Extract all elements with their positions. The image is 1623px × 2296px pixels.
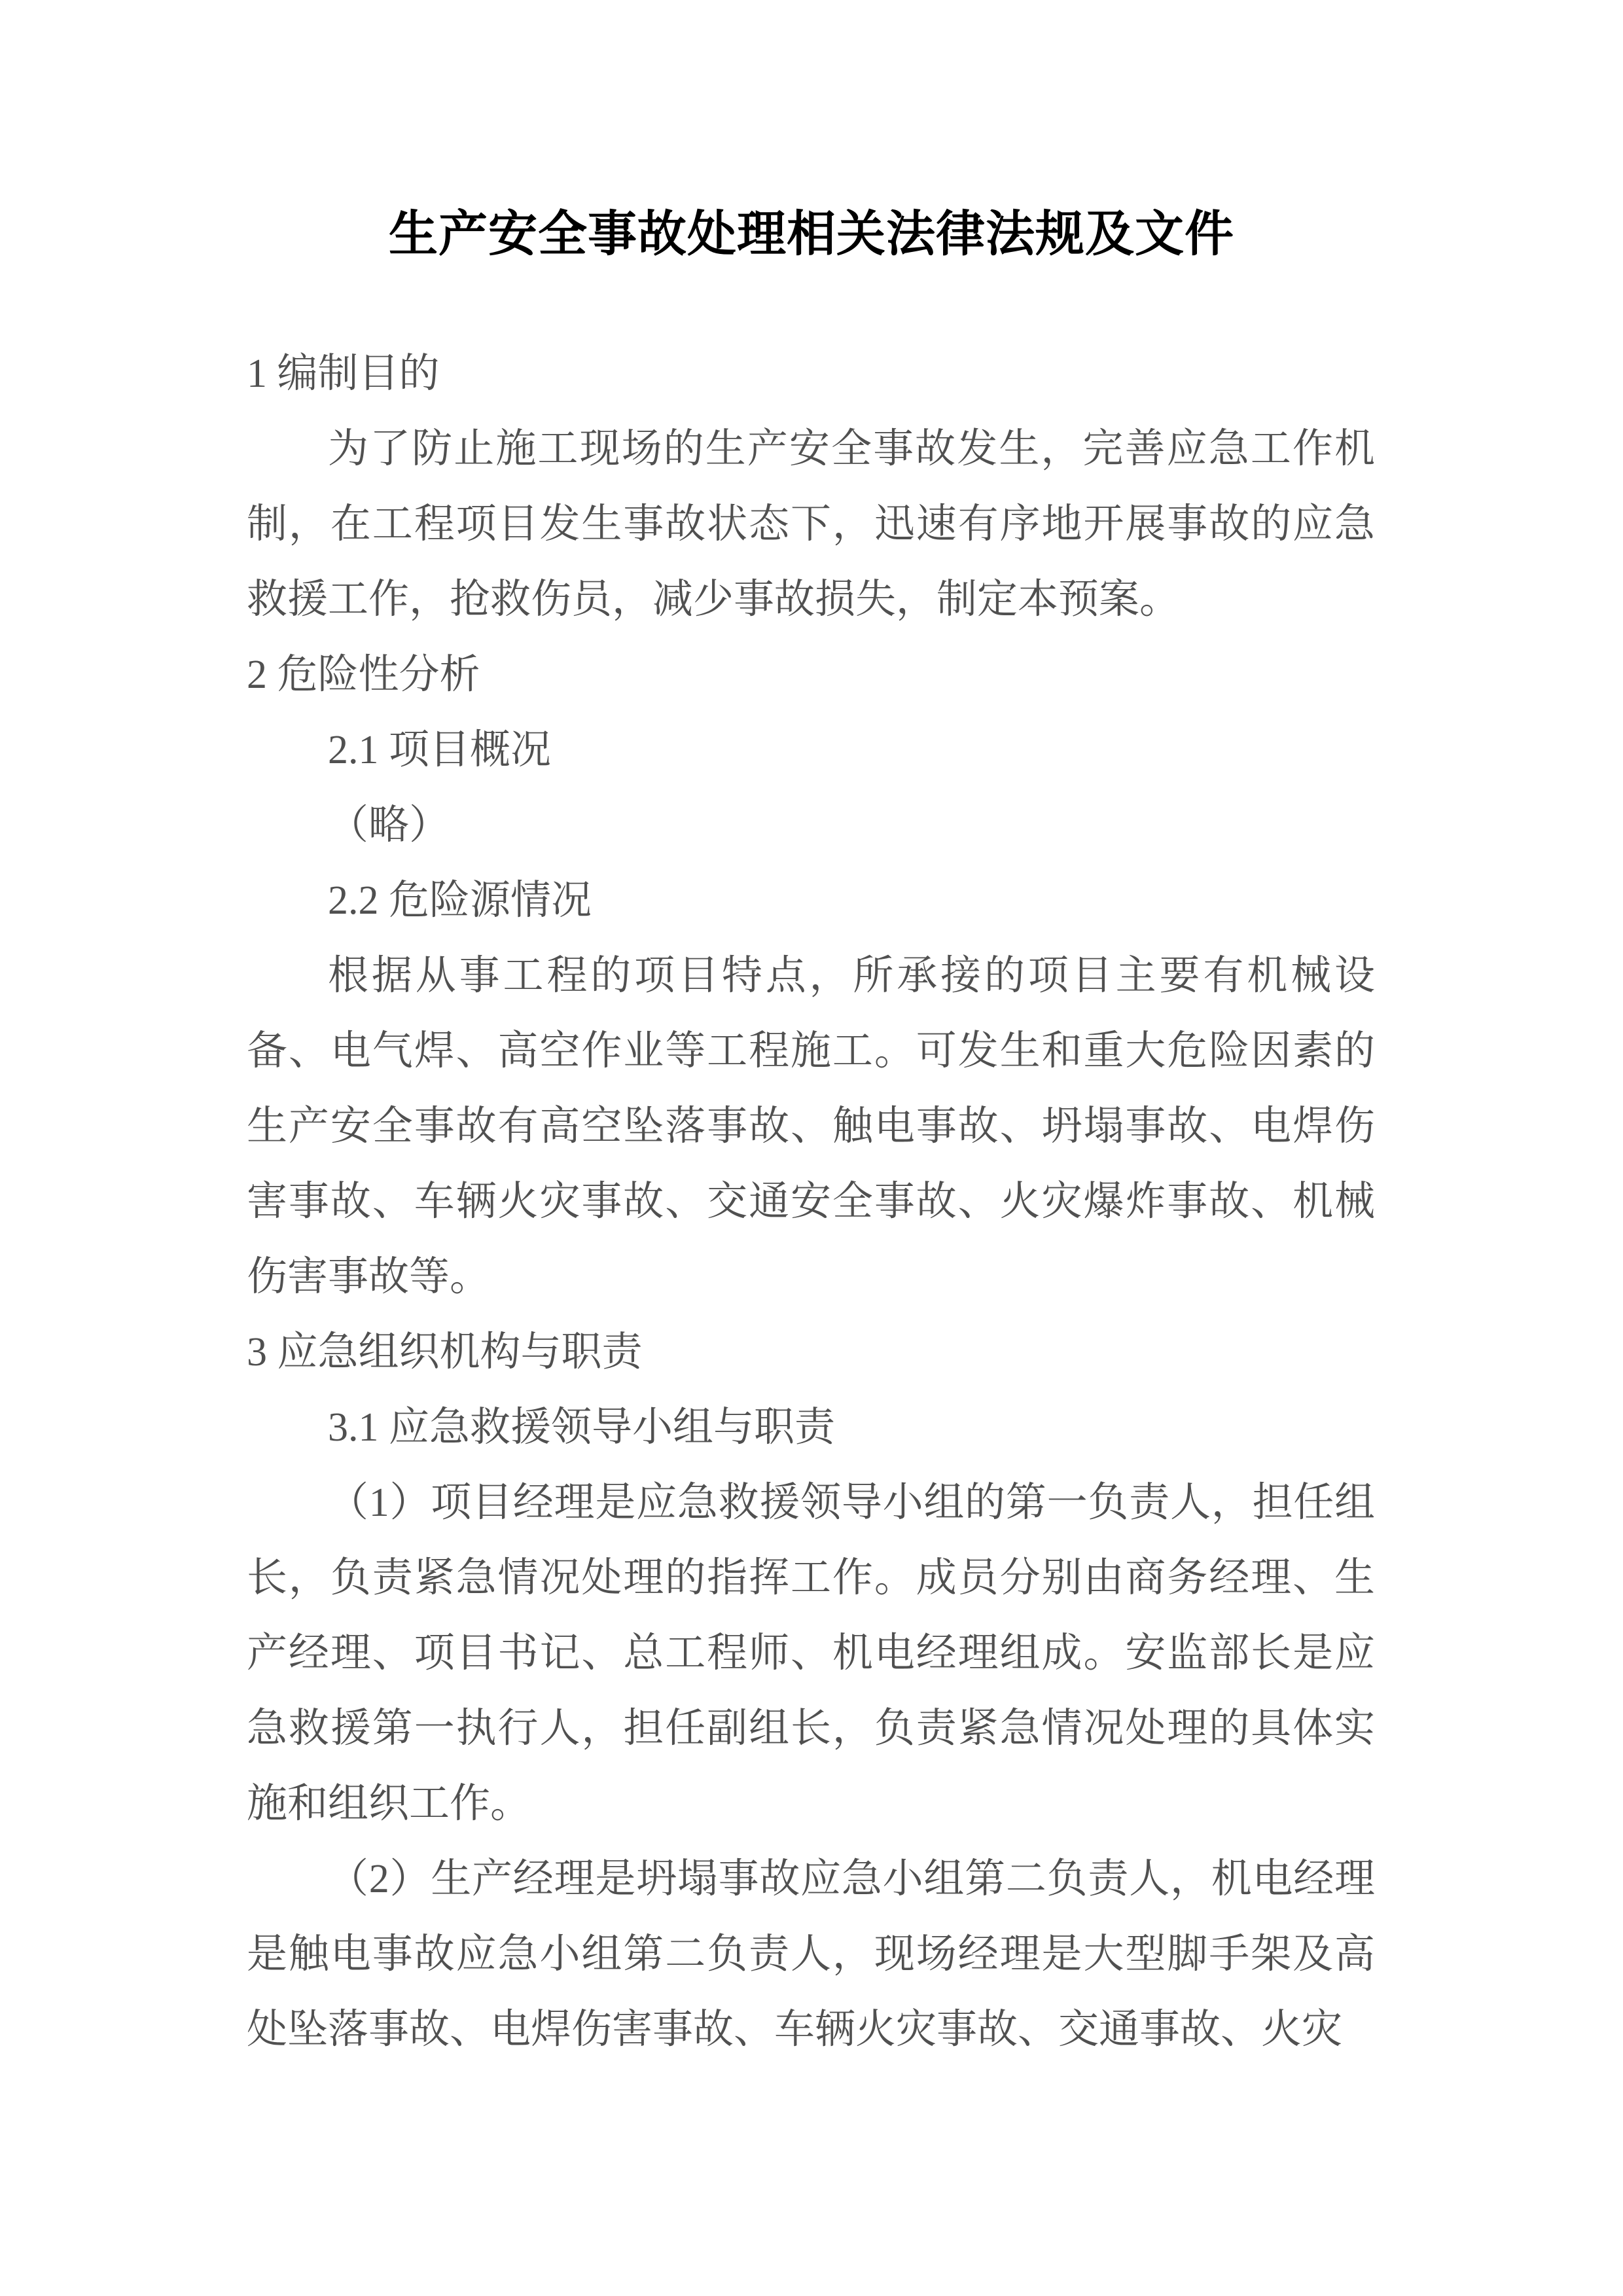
paragraph: 为了防止施工现场的生产安全事故发生，完善应急工作机制，在工程项目发生事故状态下，迅速有序地开展事故的应急救援工作，抢救伤员，减少事故损失，制定本预案。 <box>247 427 1375 622</box>
section-heading2: 3.1 应急救援领导小组与职责 <box>328 1405 836 1450</box>
section-heading1: 3 应急组织机构与职责 <box>247 1330 643 1374</box>
document-title: 生产安全事故处理相关法律法规及文件 <box>388 207 1234 262</box>
paragraph: （2）生产经理是坍塌事故应急小组第二负责人，机电经理是触电事故应急小组第二负责人，现场经理是大型脚手架及高处坠落事故、电焊伤害事故、车辆火灾事故、交通事故、火灾 <box>247 1857 1375 2052</box>
section-heading2: 2.2 危险源情况 <box>328 878 592 923</box>
section-heading1: 2 危险性分析 <box>247 653 480 697</box>
section-heading1: 1 编制目的 <box>247 351 440 396</box>
paragraph: 根据从事工程的项目特点，所承接的项目主要有机械设备、电气焊、高空作业等工程施工。可发生和重大危险因素的生产安全事故有高空坠落事故、触电事故、坍塌事故、电焊伤害事故、车辆火灾事故、交通安全事故、火灾爆炸事故、机械伤害事故等。 <box>247 954 1375 1299</box>
document-body <box>247 336 1375 2068</box>
section-heading2: 2.1 项目概况 <box>328 728 552 772</box>
paragraph: （略） <box>328 803 450 848</box>
paragraph: （1）项目经理是应急救援领导小组的第一负责人，担任组长，负责紧急情况处理的指挥工作。成员分别由商务经理、生产经理、项目书记、总工程师、机电经理组成。安监部长是应急救援第一执行人，担任副组长，负责紧急情况处理的具体实施和组织工作。 <box>247 1480 1375 1826</box>
